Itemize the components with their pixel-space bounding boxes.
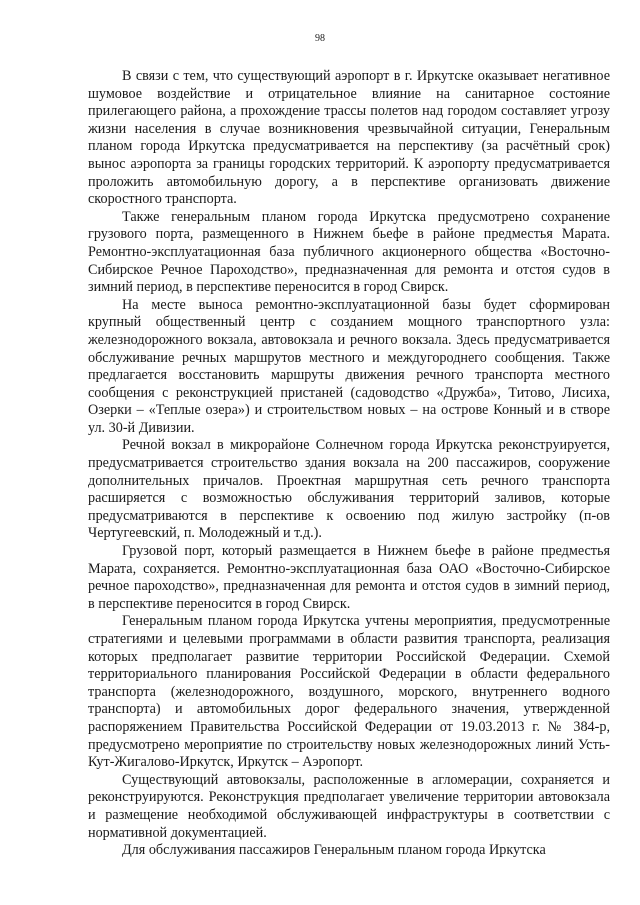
paragraph-river-station: Речной вокзал в микрорайоне Солнечном города Иркутска реконструируется, предусматривается строительство здания вокзала на 200 пассажиров, сооружение дополнительных причалов. Проектная маршрутная сеть речного транспорта расширяется с возможностью обслуживания территорий заливов, которые предусматриваются в перспективе к освоению под жилую застройку (п-ов Чертугеевский, п. Молодежный и т.д.). xyxy=(88,437,610,542)
body-text xyxy=(88,68,610,860)
paragraph-passenger-service: Для обслуживания пассажиров Генеральным планом города Иркутска xyxy=(122,842,546,859)
paragraph-federal-programs: Генеральным планом города Иркутска учтены мероприятия, предусмотренные стратегиями и целевыми программами в области развития транспорта, реализация которых предполагает развитие территории Российской Федерации. Схемой территориального планирования Российской Федерации в области федерального транспорта (железнодорожного, воздушного, морского, внутреннего водного транспорта) и автомобильных дорог федерального значения, утвержденной распоряжением Правительства Российской Федерации от 19.03.2013 г. № 384-р, предусмотрено мероприятие по строительству новых железнодорожных линий Усть-Кут-Жигалово-Иркутск, Иркутск – Аэропорт. xyxy=(88,613,610,771)
paragraph-cargo-port: Также генеральным планом города Иркутска предусмотрено сохранение грузового порта, размещенного в Нижнем бьефе в районе предместья Марата. Ремонтно-эксплуатационная база публичного акционерного общества «Восточно-Сибирское Речное Пароходство», предназначенная для ремонта и отстоя судов в зимний период, в перспективе переносится в город Свирск. xyxy=(88,208,610,296)
paragraph-cargo-port-preserved: Грузовой порт, который размещается в Нижнем бьефе в районе предместья Марата, сохраняется. Ремонтно-эксплуатационная база ОАО «Восточно-Сибирское речное пароходство», предназначенная для ремонта и отстоя судов в зимний период, в перспективе переносится в город Свирск. xyxy=(88,543,610,612)
paragraph-bus-stations: Существующий автовокзалы, расположенные в агломерации, сохраняется и реконструируются. Реконструкция предполагает увеличение территории автовокзала и размещение необходимой обслуживающей инфраструктуры в соответствии с нормативной документацией. xyxy=(88,771,610,841)
paragraph-transport-hub: На месте выноса ремонтно-эксплуатационной базы будет сформирован крупный общественный центр с созданием мощного транспортного узла: железнодорожного вокзала, автовокзала и речного вокзала. Здесь предусматривается обслуживание речных маршрутов местного и междугороднего сообщения. Также предлагается восстановить маршруты движения речного транспорта местного сообщения с реконструкцией пристаней (садоводство «Дружба», Титово, Лисиха, Озерки – «Теплые озера») и строительством новых – на острове Конный и в створе ул. 30-й Дивизии. xyxy=(88,296,610,436)
page-number: 98 xyxy=(315,33,325,44)
paragraph-airport-relocation: В связи с тем, что существующий аэропорт в г. Иркутске оказывает негативное шумовое воздействие и отрицательное влияние на санитарное состояние прилегающего района, а прохождение трассы полетов над городом составляет угрозу жизни населения в случае возникновения чрезвычайной ситуации, Генеральным планом города Иркутска предусматривается на перспективу (за расчётный срок) вынос аэропорта за границы городских территорий. К аэропорту предусматривается проложить автомобильную дорогу, а в перспективе организовать движение скоростного транспорта. xyxy=(88,68,610,208)
